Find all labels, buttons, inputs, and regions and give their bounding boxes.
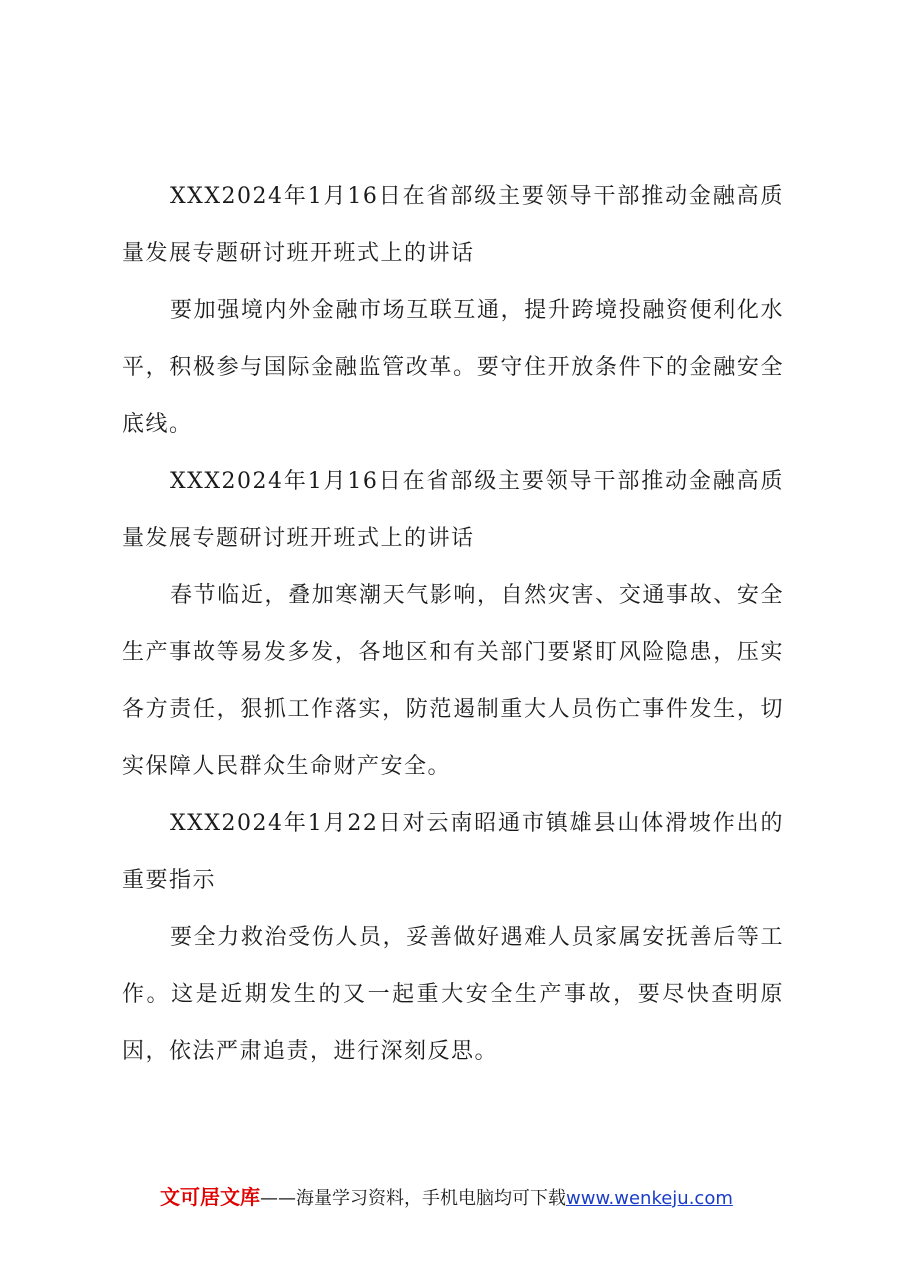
document-body bbox=[122, 168, 784, 1080]
paragraph-heading-1: XXX2024年1月16日在省部级主要领导干部推动金融高质量发展专题研讨班开班式上的讲话 bbox=[122, 184, 784, 266]
paragraph-body-3: 要全力救治受伤人员，妥善做好遇难人员家属安抚善后等工作。这是近期发生的又一起重大安全生产事故，要尽快查明原因，依法严肃追责，进行深刻反思。 bbox=[122, 925, 784, 1064]
footer-dash: —— bbox=[260, 1188, 296, 1209]
page-footer bbox=[160, 1182, 780, 1212]
paragraph-heading-3: XXX2024年1月22日对云南昭通市镇雄县山体滑坡作出的重要指示 bbox=[122, 811, 784, 893]
paragraph-body-1: 要加强境内外金融市场互联互通，提升跨境投融资便利化水平，积极参与国际金融监管改革。要守住开放条件下的金融安全底线。 bbox=[122, 298, 784, 437]
footer-website-link[interactable]: www.wenkeju.com bbox=[566, 1188, 733, 1209]
footer-tagline: 海量学习资料，手机电脑均可下载 bbox=[296, 1188, 566, 1209]
footer-brand: 文可居文库 bbox=[160, 1185, 260, 1209]
paragraph-body-2: 春节临近，叠加寒潮天气影响，自然灾害、交通事故、安全生产事故等易发多发，各地区和有关部门要紧盯风险隐患，压实各方责任，狠抓工作落实，防范遏制重大人员伤亡事件发生，切实保障人民群众生命财产安全。 bbox=[122, 583, 784, 779]
paragraph-heading-2: XXX2024年1月16日在省部级主要领导干部推动金融高质量发展专题研讨班开班式上的讲话 bbox=[122, 469, 784, 551]
